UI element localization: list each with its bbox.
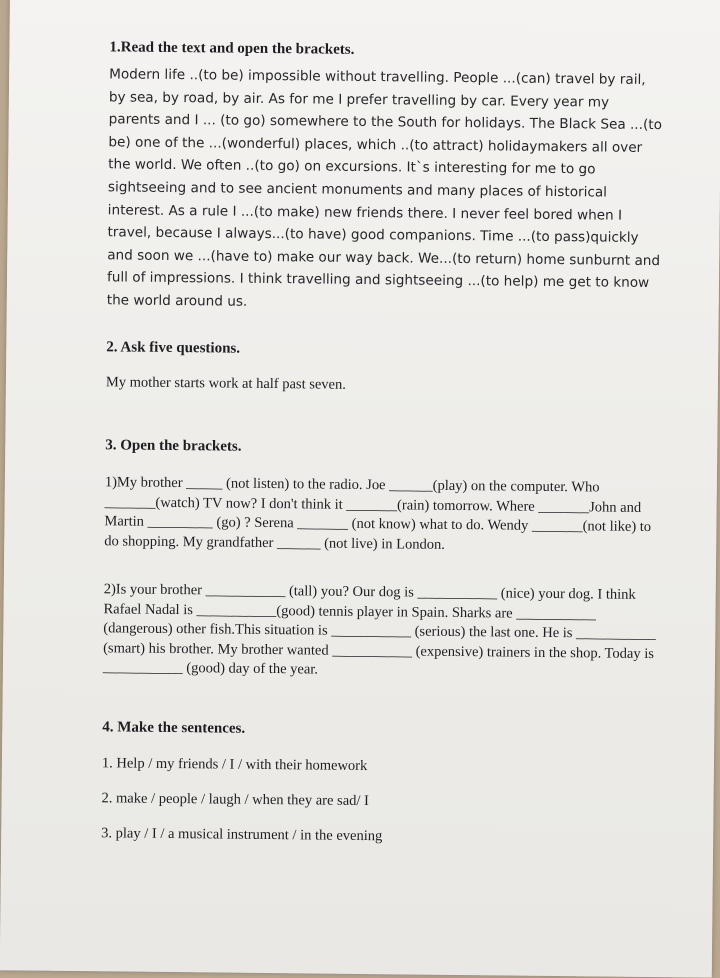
section-4-title: 4. Make the sentences. [102,719,246,737]
section-1-text: Modern life ..(to be) impossible without travelling. People ...(can) travel by rail, by sea, by road, by air. As for me I prefer travelling by car. Every year my parents and I ... (to go) somewhere to the South for holidays. The Black Sea ...(to be) one of the ...(wonderful) places, which ..(to attract) holidaymakers all over the world. We often ..(to go) on excursions. It`s interesting for me to go sightseeing and to see ancient monuments and many places of historical interest. As a rule I ...(to make) new friends there. I never feel bored when I travel, because I always...(to have) good companions. Time ...(to pass)quickly and soon we ...(have to) make our way back. We...(to return) home sunburnt and full of impressions. I think travelling and sightseeing ...(to help) me get to know the world around us. [106,66,663,310]
section-3-paragraph-2: 2)Is your brother ___________ (tall) you? Our dog is ___________ (nice) your dog. I think Rafael Nadal is ___________(good) tennis player in Spain. Sharks are ___________ (dangerous) other fish.This situation is ___________ (serious) the last one. He is ___________ (smart) his brother. My brother wanted ___________ (expensive) trainers in the shop. Today is ___________ (good) day of the year. [102,581,656,678]
section-1-title: 1.Read the text and open the brackets. [109,39,355,58]
section-3-paragraph-1: 1)My brother _____ (not listen) to the radio. Joe ______(play) on the computer. Who _______(watch) TV now? I don't think it _______(rain) tomorrow. Where _______John and Martin _________ (go) ? Serena _______ (not know) what to do. Wendy _______(not like) to do shopping. My grandfather ______ (not live) in London. [104,474,652,553]
section-3-title: 3. Open the brackets. [105,437,242,455]
section-2-text: My mother starts work at half past seven. [105,374,347,393]
list-item: 2. make / people / laugh / when they are sad/ I [101,790,369,810]
section-2-title: 2. Ask five questions. [106,339,241,357]
worksheet-content [101,39,665,845]
section-4-list [101,755,383,863]
list-item: 1. Help / my friends / I / with their homework [101,755,368,775]
list-item: 3. play / I / a musical instrument / in the evening [101,825,383,845]
